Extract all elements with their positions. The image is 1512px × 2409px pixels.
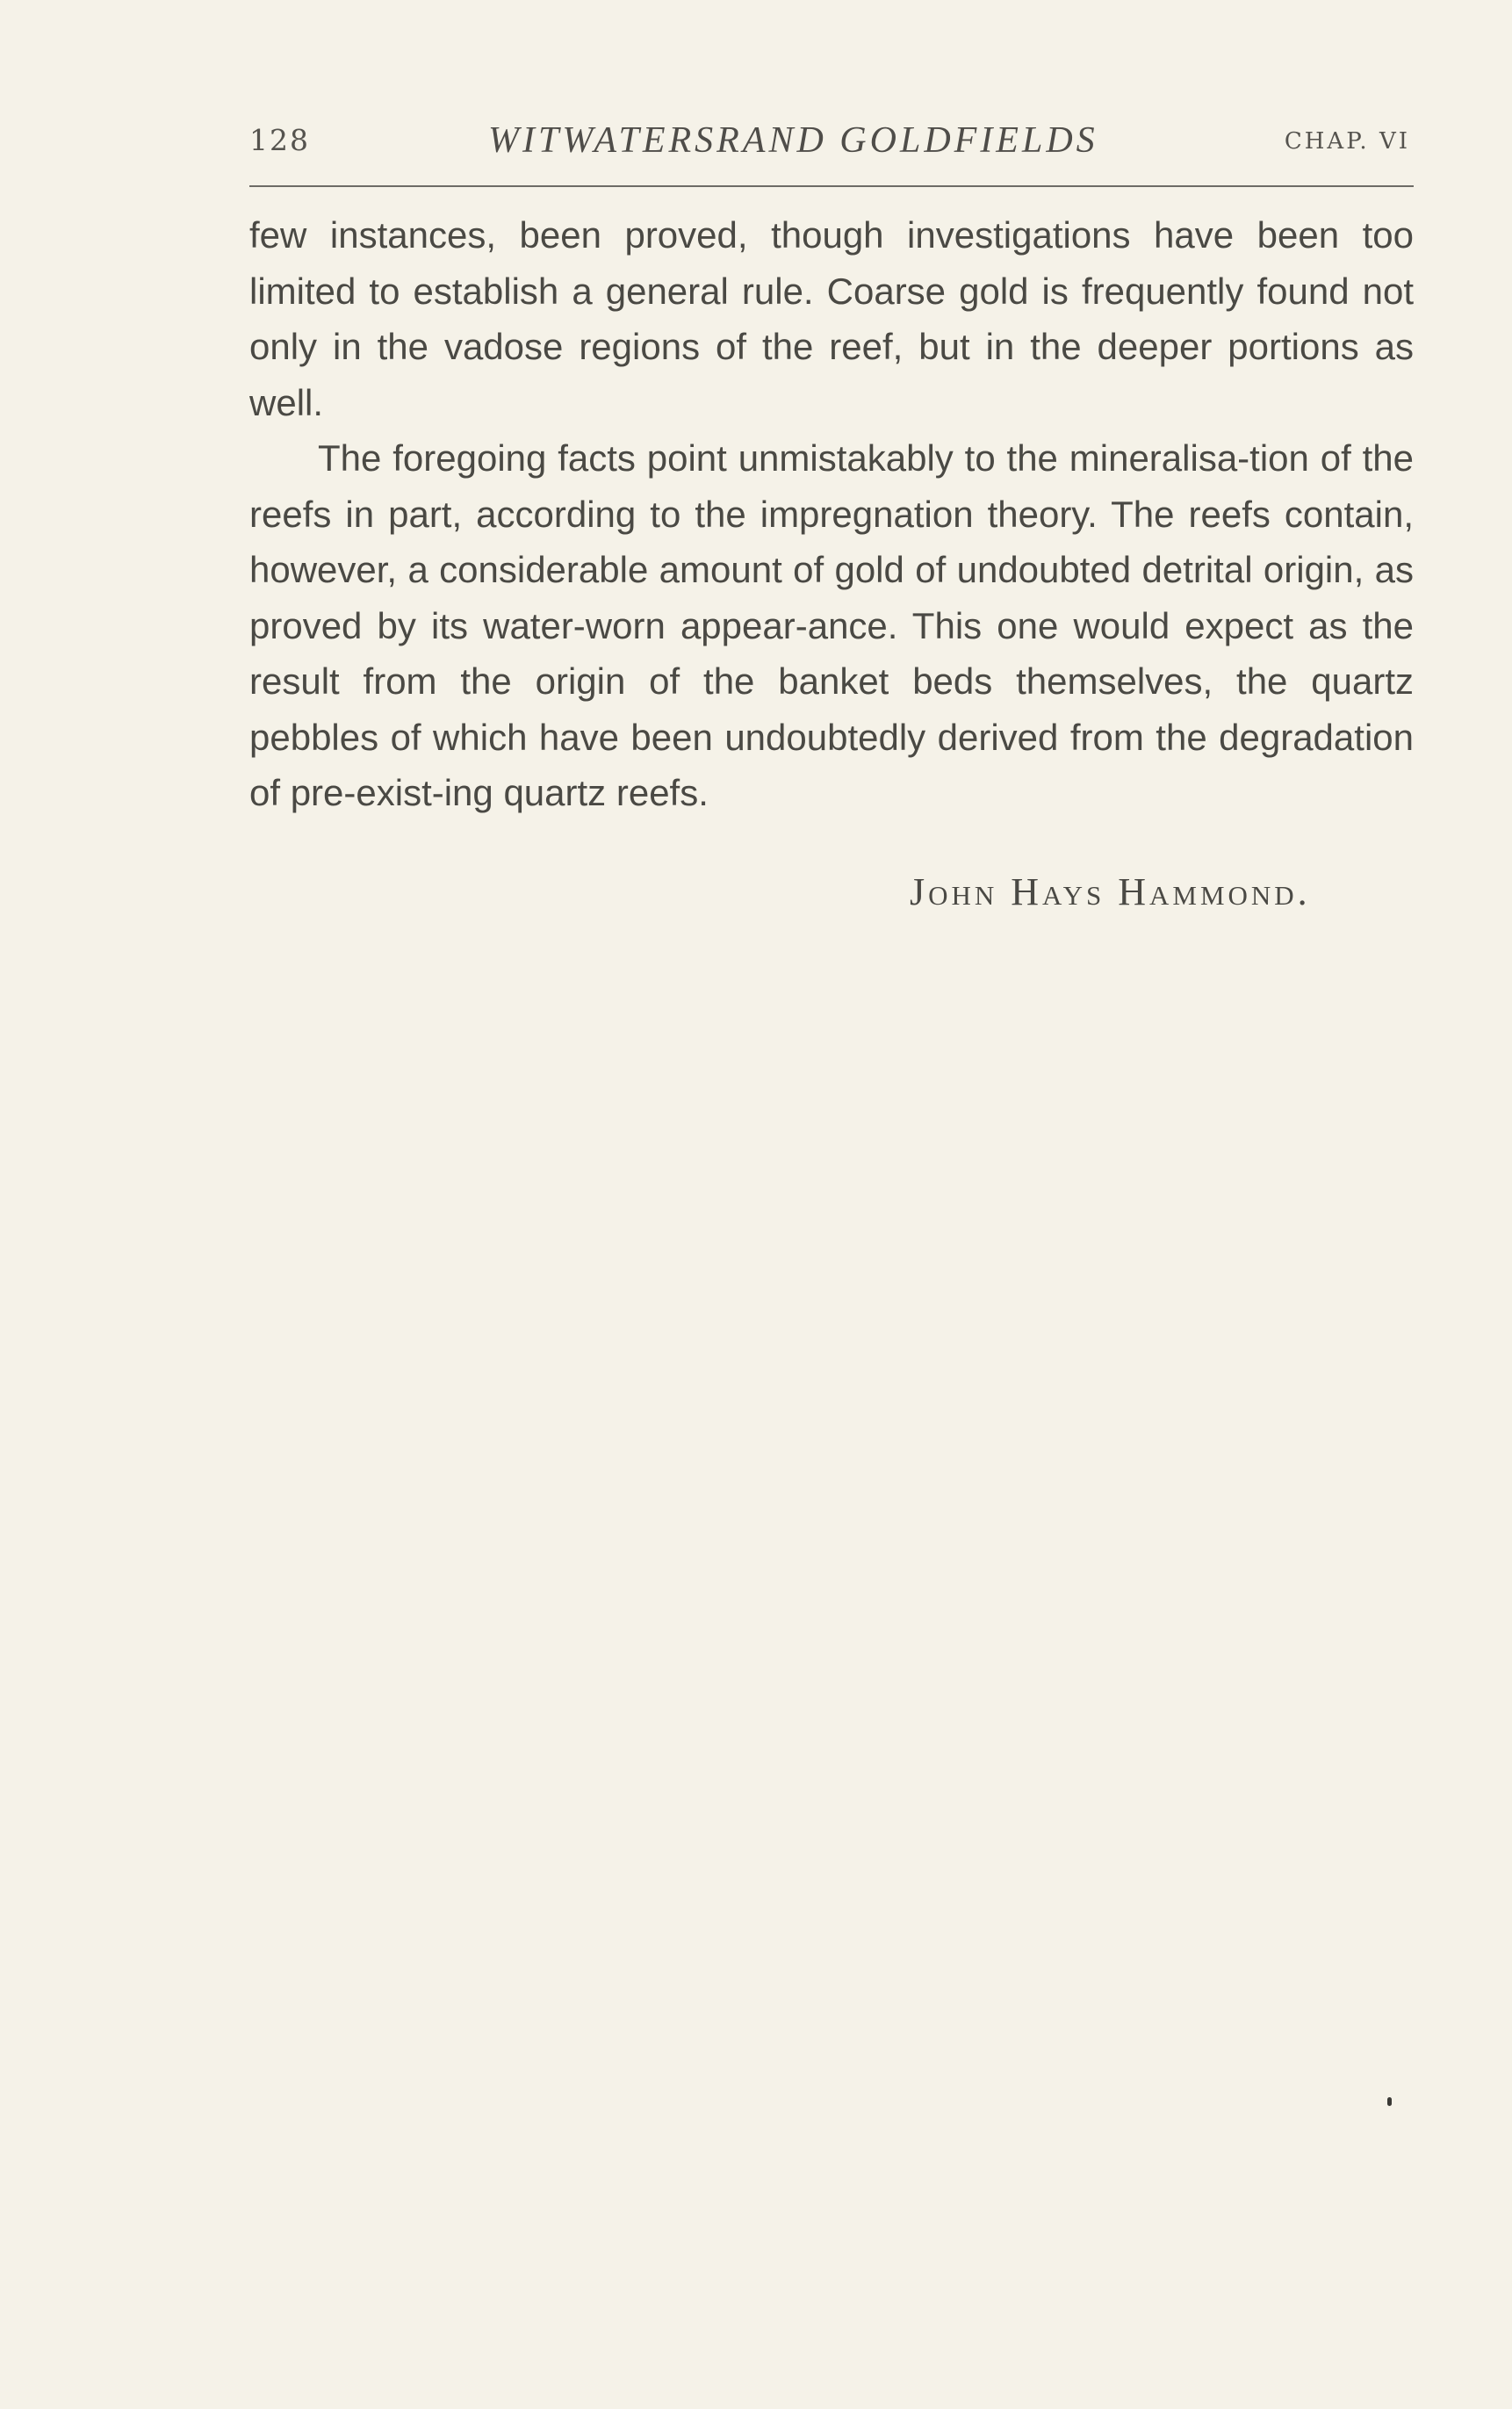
running-head — [249, 119, 1414, 163]
ink-speck — [1387, 2097, 1392, 2106]
page-number: 128 — [249, 123, 310, 157]
header-rule — [249, 185, 1414, 187]
paragraph-continued: few instances, been proved, though investigations have been too limited to establish a general rule. Coarse gold is frequently found not only in the vadose regions of the reef, but in the deeper portions as well. — [249, 214, 1414, 423]
author-signature: John Hays Hammond. — [910, 870, 1311, 913]
paragraph: The foregoing facts point unmistakably to the mineralisa-tion of the reefs in part, according to the impregnation theory. The reefs contain, however, a considerable amount of gold of undoubted detrital origin, as proved by its water-worn appear-ance. This one would expect as the result from the origin of the banket beds themselves, the quartz pebbles of which have been undoubtedly derived from the degradation of pre-exist-ing quartz reefs. — [249, 437, 1414, 813]
body-text — [249, 207, 1414, 821]
running-title: WITWATERSRAND GOLDFIELDS — [488, 120, 1098, 161]
chapter-label: CHAP. VI — [1284, 128, 1410, 155]
